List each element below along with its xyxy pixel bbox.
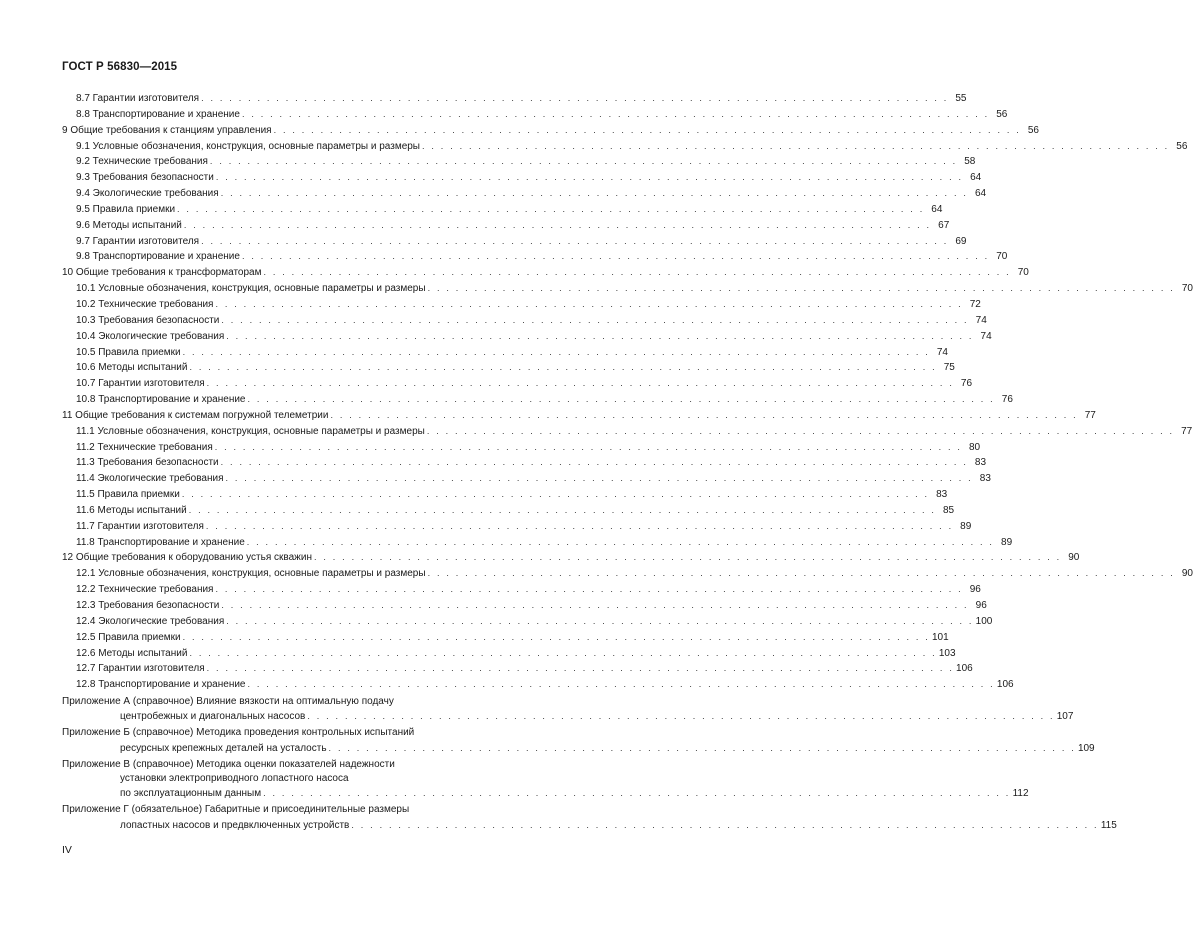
toc-entry-title: 10.5 Правила приемки: [76, 346, 181, 358]
toc-entry-title: 11.2 Технические требования: [76, 441, 213, 453]
toc-entry-page: 76: [1001, 394, 1013, 406]
appendix-entry[interactable]: [62, 758, 1029, 802]
toc-leader-dots: . . . . . . . . . . . . . . . . . . . . . . . . . . . . . . . . . . . . . . . . . . . . . . . . . . . . . . . . . . . . . . . . . . . . . . . . . . . . . . . .: [182, 631, 930, 642]
appendix-title-line: установки электроприводного лопастного насоса: [120, 773, 349, 785]
toc-entry-page: 83: [974, 457, 987, 469]
toc-entry[interactable]: [62, 281, 1193, 297]
toc-entry[interactable]: [62, 424, 1193, 440]
toc-entry-title: 10.2 Технические требования: [76, 298, 214, 310]
toc-entry-title: 12.5 Правила приемки: [76, 631, 181, 643]
toc-entry-title: 11 Общие требования к системам погружной телеметрии: [62, 409, 329, 421]
toc-entry-title: 9.7 Гарантии изготовителя: [76, 235, 200, 247]
toc-entry-title: 11.4 Экологические требования: [76, 473, 224, 485]
toc-entry[interactable]: [62, 487, 948, 503]
toc-entry-page: 75: [943, 362, 955, 374]
toc-leader-dots: . . . . . . . . . . . . . . . . . . . . . . . . . . . . . . . . . . . . . . . . . . . . . . . . . . . . . . . . . . . . . . . . . . . . . . . . . . . . . . . .: [181, 489, 930, 500]
toc-entry-page: 77: [1084, 409, 1096, 421]
toc-leader-dots: . . . . . . . . . . . . . . . . . . . . . . . . . . . . . . . . . . . . . . . . . . . . . . . . . . . . . . . . . . . . . . . . . . . . . . . . . . . . . . . .: [263, 267, 1011, 278]
toc-leader-dots: . . . . . . . . . . . . . . . . . . . . . . . . . . . . . . . . . . . . . . . . . . . . . . . . . . . . . . . . . . . . . . . . . . . . . . . . . . . . . . . .: [241, 108, 990, 119]
toc-entry-title: 9.5 Правила приемки: [76, 203, 176, 215]
toc-entry-page: 72: [969, 298, 981, 310]
toc-entry-title: 12.7 Гарантии изготовителя: [76, 663, 205, 675]
toc-entry[interactable]: [62, 123, 1039, 139]
toc-entry-page: 90: [1181, 568, 1193, 580]
toc-leader-dots: . . . . . . . . . . . . . . . . . . . . . . . . . . . . . . . . . . . . . . . . . . . . . . . . . . . . . . . . . . . . . . . . . . . . . . . . . . . . . . . .: [226, 615, 974, 626]
toc-entry-title: 9.4 Экологические требования: [76, 188, 219, 200]
toc-entry-page: 106: [996, 679, 1014, 691]
toc-leader-dots: . . . . . . . . . . . . . . . . . . . . . . . . . . . . . . . . . . . . . . . . . . . . . . . . . . . . . . . . . . . . . . . . . . . . . . . . . . . . . . . .: [209, 156, 958, 167]
toc-entry-page: 76: [960, 378, 973, 390]
toc-entry[interactable]: [62, 614, 993, 630]
appendix-title-line: Приложение Г (обязательное) Габаритные и присоединительные размеры: [62, 804, 410, 816]
toc-leader-dots: . . . . . . . . . . . . . . . . . . . . . . . . . . . . . . . . . . . . . . . . . . . . . . . . . . . . . . . . . . . . . . . . . . . . . . . . . . . . . . . .: [201, 93, 949, 103]
toc-entry[interactable]: [62, 154, 976, 170]
toc-entry[interactable]: [62, 186, 987, 202]
appendix-entry[interactable]: [62, 726, 1095, 755]
toc-entry-page: 64: [931, 203, 943, 215]
toc-entry-title: 9.3 Требования безопасности: [76, 172, 214, 184]
toc-leader-dots: . . . . . . . . . . . . . . . . . . . . . . . . . . . . . . . . . . . . . . . . . . . . . . . . . . . . . . . . . . . . . . . . . . . . . . . . . . . . . . . .: [313, 552, 1062, 563]
toc-leader-dots: . . . . . . . . . . . . . . . . . . . . . . . . . . . . . . . . . . . . . . . . . . . . . . . . . . . . . . . . . . . . . . . . . . . . . . . . . . . . . . . .: [226, 330, 974, 341]
toc-entry-page: 103: [938, 647, 956, 659]
toc-entry[interactable]: [62, 455, 987, 471]
toc-leader-dots: . . . . . . . . . . . . . . . . . . . . . . . . . . . . . . . . . . . . . . . . . . . . . . . . . . . . . . . . . . . . . . . . . . . . . . . . . . . . . . . .: [205, 520, 954, 531]
toc-entry-title: 12.3 Требования безопасности: [76, 600, 220, 611]
appendix-page: 109: [1077, 742, 1095, 754]
toc-entry[interactable]: [62, 677, 1014, 693]
toc-entry-page: 74: [975, 314, 987, 326]
toc-entry[interactable]: [62, 566, 1193, 582]
toc-entry[interactable]: [62, 107, 1008, 123]
toc-entry-page: 56: [996, 108, 1008, 120]
toc-entry-page: 70: [1181, 283, 1193, 295]
appendix-title-line: Приложение Б (справочное) Методика проведения контрольных испытаний: [62, 727, 415, 739]
page-number: IV: [62, 844, 72, 856]
toc-entry[interactable]: [62, 519, 972, 535]
toc-leader-dots: . . . . . . . . . . . . . . . . . . . . . . . . . . . . . . . . . . . . . . . . . . . . . . . . . . . . . . . . . . . . . . . . . . . . . . . . . . . . . . . .: [220, 457, 969, 468]
toc-entry[interactable]: [62, 646, 956, 662]
appendix-page: 112: [1012, 788, 1029, 800]
toc-entry-page: 83: [936, 489, 948, 501]
toc-entry-title: 10.4 Экологические требования: [76, 330, 225, 342]
toc-appendices: [62, 695, 1117, 833]
toc-entry-title: 9 Общие требования к станциям управления: [62, 124, 272, 136]
toc-entry[interactable]: [62, 218, 950, 234]
toc-entry-title: 12 Общие требования к оборудованию устья скважин: [62, 552, 312, 564]
appendix-title-line: лопастных насосов и предвключенных устройств: [120, 819, 350, 831]
toc-entry-title: 11.1 Условные обозначения, конструкция, основные параметры и размеры: [76, 425, 425, 437]
toc-entry-title: 10.3 Требования безопасности: [76, 314, 220, 326]
toc-leader-dots: . . . . . . . . . . . . . . . . . . . . . . . . . . . . . . . . . . . . . . . . . . . . . . . . . . . . . . . . . . . . . . . . . . . . . . . . . . . . . . . .: [214, 441, 963, 452]
toc-leader-dots: . . . . . . . . . . . . . . . . . . . . . . . . . . . . . . . . . . . . . . . . . . . . . . . . . . . . . . . . . . . . . . . . . . . . . . . . . . . . . . . .: [330, 409, 1078, 420]
toc-entry[interactable]: [62, 598, 987, 614]
toc-entry-page: 85: [942, 504, 955, 516]
appendix-title-line: Приложение В (справочное) Методика оценки показателей надежности: [62, 758, 395, 770]
toc-entry-page: 56: [1176, 140, 1188, 152]
toc-entry[interactable]: [62, 535, 1013, 551]
toc-entry[interactable]: [62, 360, 955, 376]
toc-entry[interactable]: [62, 297, 981, 313]
toc-leader-dots: . . . . . . . . . . . . . . . . . . . . . . . . . . . . . . . . . . . . . . . . . . . . . . . . . . . . . . . . . . . . . . . . . . . . . . . . . . . . . . . .: [177, 203, 925, 214]
toc-leader-dots: . . . . . . . . . . . . . . . . . . . . . . . . . . . . . . . . . . . . . . . . . . . . . . . . . . . . . . . . . . . . . . . . . . . . . . . . . . . . . . . .: [427, 568, 1175, 579]
toc-leader-dots: . . . . . . . . . . . . . . . . . . . . . . . . . . . . . . . . . . . . . . . . . . . . . . . . . . . . . . . . . . . . . . . . . . . . . . . . . . . . . . . .: [328, 742, 1076, 753]
toc-entry-page: 89: [960, 520, 972, 532]
toc-entry[interactable]: [62, 249, 1008, 265]
toc-entry-page: 96: [975, 600, 987, 611]
toc-entry-title: 11.5 Правила приемки: [76, 489, 180, 501]
toc-entry-title: 10.1 Условные обозначения, конструкция, основные параметры и размеры: [76, 283, 426, 295]
toc-entry-page: 96: [969, 584, 981, 596]
toc-entry-page: 74: [936, 346, 948, 358]
toc-entry-title: 12.6 Методы испытаний: [76, 647, 188, 659]
appendix-title-line: центробежных и диагональных насосов: [120, 711, 306, 723]
toc-leader-dots: . . . . . . . . . . . . . . . . . . . . . . . . . . . . . . . . . . . . . . . . . . . . . . . . . . . . . . . . . . . . . . . . . . . . . . . . . . . . . . . .: [189, 362, 937, 373]
toc-leader-dots: . . . . . . . . . . . . . . . . . . . . . . . . . . . . . . . . . . . . . . . . . . . . . . . . . . . . . . . . . . . . . . . . . . . . . . . . . . . . . . . .: [307, 711, 1055, 722]
toc-entry-title: 12.2 Технические требования: [76, 584, 214, 596]
toc-leader-dots: . . . . . . . . . . . . . . . . . . . . . . . . . . . . . . . . . . . . . . . . . . . . . . . . . . . . . . . . . . . . . . . . . . . . . . . . . . . . . . . .: [220, 188, 969, 199]
toc-leader-dots: . . . . . . . . . . . . . . . . . . . . . . . . . . . . . . . . . . . . . . . . . . . . . . . . . . . . . . . . . . . . . . . . . . . . . . . . . . . . . . . .: [426, 425, 1175, 436]
toc-entry[interactable]: [62, 471, 991, 487]
toc-entry-page: 101: [931, 631, 949, 643]
toc-entry-page: 69: [955, 235, 967, 247]
toc-entry[interactable]: [62, 550, 1080, 566]
toc-entry-title: 12.1 Условные обозначения, конструкция, основные параметры и размеры: [76, 568, 426, 580]
toc-entry[interactable]: [62, 440, 981, 456]
toc-entry[interactable]: [62, 582, 981, 598]
toc-entry-title: 12.8 Транспортирование и хранение: [76, 679, 246, 691]
toc-entry-page: 55: [955, 93, 967, 104]
table-of-contents: [62, 91, 1193, 833]
toc-sections: [62, 91, 1193, 693]
toc-leader-dots: . . . . . . . . . . . . . . . . . . . . . . . . . . . . . . . . . . . . . . . . . . . . . . . . . . . . . . . . . . . . . . . . . . . . . . . . . . . . . . . .: [427, 283, 1175, 294]
toc-leader-dots: . . . . . . . . . . . . . . . . . . . . . . . . . . . . . . . . . . . . . . . . . . . . . . . . . . . . . . . . . . . . . . . . . . . . . . . . . . . . . . . .: [201, 235, 949, 246]
toc-entry-page: 77: [1181, 425, 1193, 437]
appendix-title-line: по эксплуатационным данным: [120, 788, 262, 800]
toc-leader-dots: . . . . . . . . . . . . . . . . . . . . . . . . . . . . . . . . . . . . . . . . . . . . . . . . . . . . . . . . . . . . . . . . . . . . . . . . . . . . . . . .: [221, 600, 969, 610]
toc-leader-dots: . . . . . . . . . . . . . . . . . . . . . . . . . . . . . . . . . . . . . . . . . . . . . . . . . . . . . . . . . . . . . . . . . . . . . . . . . . . . . . . .: [182, 346, 930, 357]
toc-entry[interactable]: [62, 265, 1029, 281]
toc-leader-dots: . . . . . . . . . . . . . . . . . . . . . . . . . . . . . . . . . . . . . . . . . . . . . . . . . . . . . . . . . . . . . . . . . . . . . . . . . . . . . . . .: [215, 172, 964, 183]
toc-entry-page: 70: [1017, 267, 1029, 279]
toc-entry-title: 12.4 Экологические требования: [76, 615, 225, 627]
toc-entry-title: 11.7 Гарантии изготовителя: [76, 520, 204, 532]
toc-entry-page: 80: [969, 441, 981, 453]
toc-entry[interactable]: [62, 408, 1096, 424]
appendix-title-line: Приложение А (справочное) Влияние вязкости на оптимальную подачу: [62, 696, 394, 708]
toc-entry[interactable]: [62, 202, 943, 218]
toc-leader-dots: . . . . . . . . . . . . . . . . . . . . . . . . . . . . . . . . . . . . . . . . . . . . . . . . . . . . . . . . . . . . . . . . . . . . . . . . . . . . . . . .: [263, 788, 1011, 799]
toc-leader-dots: . . . . . . . . . . . . . . . . . . . . . . . . . . . . . . . . . . . . . . . . . . . . . . . . . . . . . . . . . . . . . . . . . . . . . . . . . . . . . . . .: [246, 536, 995, 547]
toc-entry[interactable]: [62, 503, 955, 519]
toc-leader-dots: . . . . . . . . . . . . . . . . . . . . . . . . . . . . . . . . . . . . . . . . . . . . . . . . . . . . . . . . . . . . . . . . . . . . . . . . . . . . . . . .: [206, 378, 955, 389]
toc-entry-page: 100: [975, 615, 993, 627]
toc-entry-page: 70: [996, 251, 1008, 263]
toc-leader-dots: . . . . . . . . . . . . . . . . . . . . . . . . . . . . . . . . . . . . . . . . . . . . . . . . . . . . . . . . . . . . . . . . . . . . . . . . . . . . . . . .: [215, 584, 963, 595]
toc-leader-dots: . . . . . . . . . . . . . . . . . . . . . . . . . . . . . . . . . . . . . . . . . . . . . . . . . . . . . . . . . . . . . . . . . . . . . . . . . . . . . . . .: [225, 473, 973, 484]
toc-entry-title: 11.8 Транспортирование и хранение: [76, 536, 245, 548]
toc-entry-title: 10 Общие требования к трансформаторам: [62, 267, 262, 279]
toc-entry-page: 64: [970, 172, 982, 184]
toc-entry[interactable]: [62, 661, 973, 677]
toc-entry-title: 9.1 Условные обозначения, конструкция, основные параметры и размеры: [76, 140, 420, 152]
toc-entry[interactable]: [62, 91, 967, 107]
toc-entry-title: 10.6 Методы испытаний: [76, 362, 188, 374]
toc-entry-title: 9.2 Технические требования: [76, 156, 208, 168]
toc-entry[interactable]: [62, 170, 982, 186]
toc-entry[interactable]: [62, 329, 992, 345]
toc-leader-dots: . . . . . . . . . . . . . . . . . . . . . . . . . . . . . . . . . . . . . . . . . . . . . . . . . . . . . . . . . . . . . . . . . . . . . . . . . . . . . . . .: [273, 124, 1021, 135]
toc-entry-page: 67: [938, 219, 950, 231]
toc-entry[interactable]: [62, 139, 1188, 155]
toc-entry[interactable]: [62, 345, 948, 361]
toc-leader-dots: . . . . . . . . . . . . . . . . . . . . . . . . . . . . . . . . . . . . . . . . . . . . . . . . . . . . . . . . . . . . . . . . . . . . . . . . . . . . . . . .: [221, 314, 969, 325]
toc-leader-dots: . . . . . . . . . . . . . . . . . . . . . . . . . . . . . . . . . . . . . . . . . . . . . . . . . . . . . . . . . . . . . . . . . . . . . . . . . . . . . . . .: [183, 219, 932, 230]
toc-entry[interactable]: [62, 234, 967, 250]
toc-entry[interactable]: [62, 313, 987, 329]
toc-entry[interactable]: [62, 392, 1013, 408]
toc-entry-title: 10.8 Транспортирование и хранение: [76, 394, 246, 406]
toc-entry-title: 8.8 Транспортирование и хранение: [76, 108, 240, 120]
toc-leader-dots: . . . . . . . . . . . . . . . . . . . . . . . . . . . . . . . . . . . . . . . . . . . . . . . . . . . . . . . . . . . . . . . . . . . . . . . . . . . . . . . .: [241, 251, 990, 262]
toc-leader-dots: . . . . . . . . . . . . . . . . . . . . . . . . . . . . . . . . . . . . . . . . . . . . . . . . . . . . . . . . . . . . . . . . . . . . . . . . . . . . . . . .: [247, 679, 995, 690]
appendix-page: 107: [1056, 711, 1074, 723]
appendix-page: 115: [1100, 819, 1117, 831]
toc-entry-page: 56: [1027, 124, 1039, 136]
toc-entry-page: 90: [1068, 552, 1080, 564]
toc-entry-title: 11.6 Методы испытаний: [76, 504, 187, 516]
toc-entry-page: 83: [979, 473, 991, 485]
toc-entry-page: 106: [956, 663, 973, 675]
toc-leader-dots: . . . . . . . . . . . . . . . . . . . . . . . . . . . . . . . . . . . . . . . . . . . . . . . . . . . . . . . . . . . . . . . . . . . . . . . . . . . . . . . .: [351, 819, 1099, 830]
toc-entry-page: 64: [974, 188, 987, 200]
toc-leader-dots: . . . . . . . . . . . . . . . . . . . . . . . . . . . . . . . . . . . . . . . . . . . . . . . . . . . . . . . . . . . . . . . . . . . . . . . . . . . . . . . .: [215, 298, 963, 309]
toc-entry[interactable]: [62, 376, 973, 392]
appendix-entry[interactable]: [62, 803, 1117, 832]
appendix-entry[interactable]: [62, 695, 1074, 724]
toc-entry-title: 10.7 Гарантии изготовителя: [76, 378, 205, 390]
toc-entry-page: 89: [1001, 536, 1013, 548]
toc-leader-dots: . . . . . . . . . . . . . . . . . . . . . . . . . . . . . . . . . . . . . . . . . . . . . . . . . . . . . . . . . . . . . . . . . . . . . . . . . . . . . . . .: [247, 394, 995, 405]
toc-leader-dots: . . . . . . . . . . . . . . . . . . . . . . . . . . . . . . . . . . . . . . . . . . . . . . . . . . . . . . . . . . . . . . . . . . . . . . . . . . . . . . . .: [422, 140, 1170, 151]
appendix-title-line: ресурсных крепежных деталей на усталость: [120, 742, 327, 754]
toc-leader-dots: . . . . . . . . . . . . . . . . . . . . . . . . . . . . . . . . . . . . . . . . . . . . . . . . . . . . . . . . . . . . . . . . . . . . . . . . . . . . . . . .: [188, 504, 937, 515]
toc-entry-title: 11.3 Требования безопасности: [76, 457, 219, 469]
toc-entry-title: 8.7 Гарантии изготовителя: [76, 93, 200, 104]
toc-entry-title: 9.8 Транспортирование и хранение: [76, 251, 240, 263]
standard-header: ГОСТ Р 56830—2015: [62, 61, 178, 73]
toc-leader-dots: . . . . . . . . . . . . . . . . . . . . . . . . . . . . . . . . . . . . . . . . . . . . . . . . . . . . . . . . . . . . . . . . . . . . . . . . . . . . . . . .: [189, 647, 937, 658]
toc-entry[interactable]: [62, 630, 949, 646]
toc-leader-dots: . . . . . . . . . . . . . . . . . . . . . . . . . . . . . . . . . . . . . . . . . . . . . . . . . . . . . . . . . . . . . . . . . . . . . . . . . . . . . . . .: [206, 663, 955, 674]
toc-entry-page: 58: [964, 156, 976, 168]
toc-entry-title: 9.6 Методы испытаний: [76, 219, 182, 231]
toc-entry-page: 74: [980, 330, 992, 342]
